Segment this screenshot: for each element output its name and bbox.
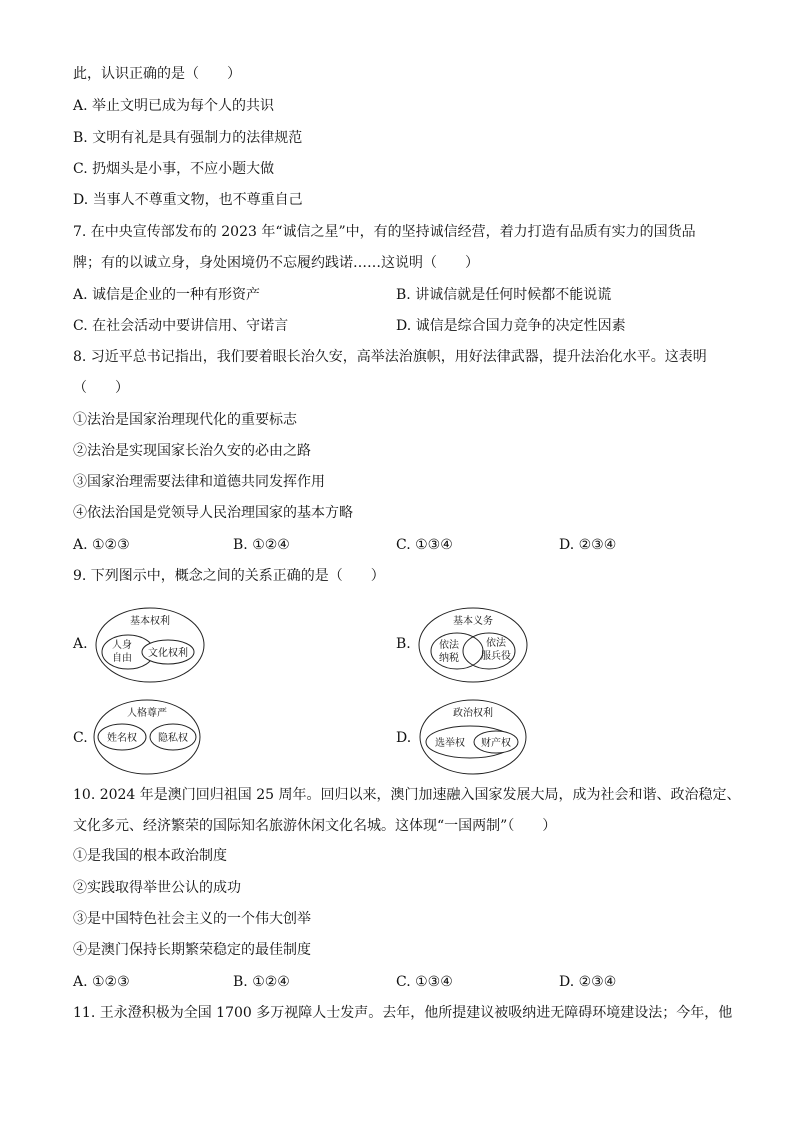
diagram-a — [94, 606, 206, 684]
q10-option-b: B. ①②④ — [233, 974, 290, 990]
question-7-stem-2: 牌；有的以诚立身，身处困境仍不忘履约践诺……这说明（ ） — [73, 255, 479, 271]
q7-option-b: B. 讲诚信就是任何时候都不能说谎 — [396, 287, 612, 303]
q10-statement-2: ②实践取得举世公认的成功 — [73, 880, 241, 896]
q8-statement-1: ①法治是国家治理现代化的重要标志 — [73, 412, 297, 428]
diagram-d-outer-label: 政治权利 — [453, 708, 493, 719]
diagram-d-right-label: 财产权 — [481, 738, 511, 749]
diagram-b — [417, 606, 529, 684]
q10-option-a: A. ①②③ — [73, 974, 130, 990]
q7-option-c: C. 在社会活动中要讲信用、守诺言 — [73, 318, 289, 334]
q8-statement-3: ③国家治理需要法律和道德共同发挥作用 — [73, 474, 325, 490]
diagram-b-left-label-2: 纳税 — [439, 653, 459, 664]
question-11-stem: 11. 王永澄积极为全国 1700 多万视障人士发声。去年，他所提建议被吸纳进无障碍环境建设法；今年，他 — [73, 1005, 733, 1021]
diagram-a-left-label-2: 自由 — [112, 653, 132, 664]
q7-option-a: A. 诚信是企业的一种有形资产 — [73, 287, 261, 303]
q10-statement-1: ①是我国的根本政治制度 — [73, 848, 227, 864]
q6-option-a: A. 举止文明已成为每个人的共识 — [73, 98, 275, 114]
question-6-stem-end: 此，认识正确的是（ ） — [73, 66, 241, 82]
diagram-c-letter: C. — [73, 730, 88, 746]
question-8-stem: 8. 习近平总书记指出，我们要着眼长治久安，高举法治旗帜，用好法律武器，提升法治化水平。这表明 — [73, 349, 707, 365]
q10-option-d: D. ②③④ — [559, 974, 617, 990]
question-10-stem: 10. 2024 年是澳门回归祖国 25 周年。回归以来，澳门加速融入国家发展大局，成为社会和谐、政治稳定、 — [73, 787, 741, 803]
diagram-b-left-label-1: 依法 — [439, 640, 459, 651]
q8-option-d: D. ②③④ — [559, 537, 617, 553]
q10-option-c: C. ①③④ — [396, 974, 453, 990]
q8-statement-2: ②法治是实现国家长治久安的必由之路 — [73, 443, 311, 459]
q6-option-d: D. 当事人不尊重文物，也不尊重自己 — [73, 192, 303, 208]
diagram-d — [418, 698, 528, 776]
diagram-a-outer-label: 基本权利 — [130, 616, 170, 627]
diagram-b-letter: B. — [396, 636, 411, 652]
q7-option-d: D. 诚信是综合国力竞争的决定性因素 — [396, 318, 626, 334]
question-10-stem-2: 文化多元、经济繁荣的国际知名旅游休闲文化名城。这体现“一国两制”（ ） — [73, 818, 557, 834]
diagram-c-right-label: 隐私权 — [158, 733, 188, 744]
q10-statement-3: ③是中国特色社会主义的一个伟大创举 — [73, 911, 311, 927]
question-9-stem: 9. 下列图示中，概念之间的关系正确的是（ ） — [73, 568, 385, 584]
question-7-stem: 7. 在中央宣传部发布的 2023 年“诚信之星”中，有的坚持诚信经营，着力打造有品质有实力的国货品 — [73, 224, 696, 240]
q8-statement-4: ④依法治国是党领导人民治理国家的基本方略 — [73, 505, 353, 521]
q8-option-b: B. ①②④ — [233, 537, 290, 553]
diagram-a-right-label: 文化权利 — [148, 648, 188, 659]
q10-statement-4: ④是澳门保持长期繁荣稳定的最佳制度 — [73, 942, 311, 958]
q8-option-a: A. ①②③ — [73, 537, 130, 553]
q6-option-b: B. 文明有礼是具有强制力的法律规范 — [73, 130, 303, 146]
diagram-d-left-label: 选举权 — [435, 738, 465, 749]
q8-option-c: C. ①③④ — [396, 537, 453, 553]
diagram-b-right-label-1: 依法 — [486, 638, 506, 649]
q6-option-c: C. 扔烟头是小事，不应小题大做 — [73, 161, 275, 177]
diagram-b-right-label-2: 服兵役 — [481, 651, 511, 662]
diagram-a-letter: A. — [73, 636, 88, 652]
diagram-d-letter: D. — [396, 730, 412, 746]
diagram-a-left-label-1: 人身 — [112, 640, 132, 651]
diagram-c-left-label: 姓名权 — [107, 733, 137, 744]
diagram-c-outer-label: 人格尊严 — [127, 708, 167, 719]
question-8-stem-2: （ ） — [73, 380, 129, 396]
diagram-b-outer-label: 基本义务 — [453, 616, 493, 627]
diagram-c — [92, 698, 202, 776]
